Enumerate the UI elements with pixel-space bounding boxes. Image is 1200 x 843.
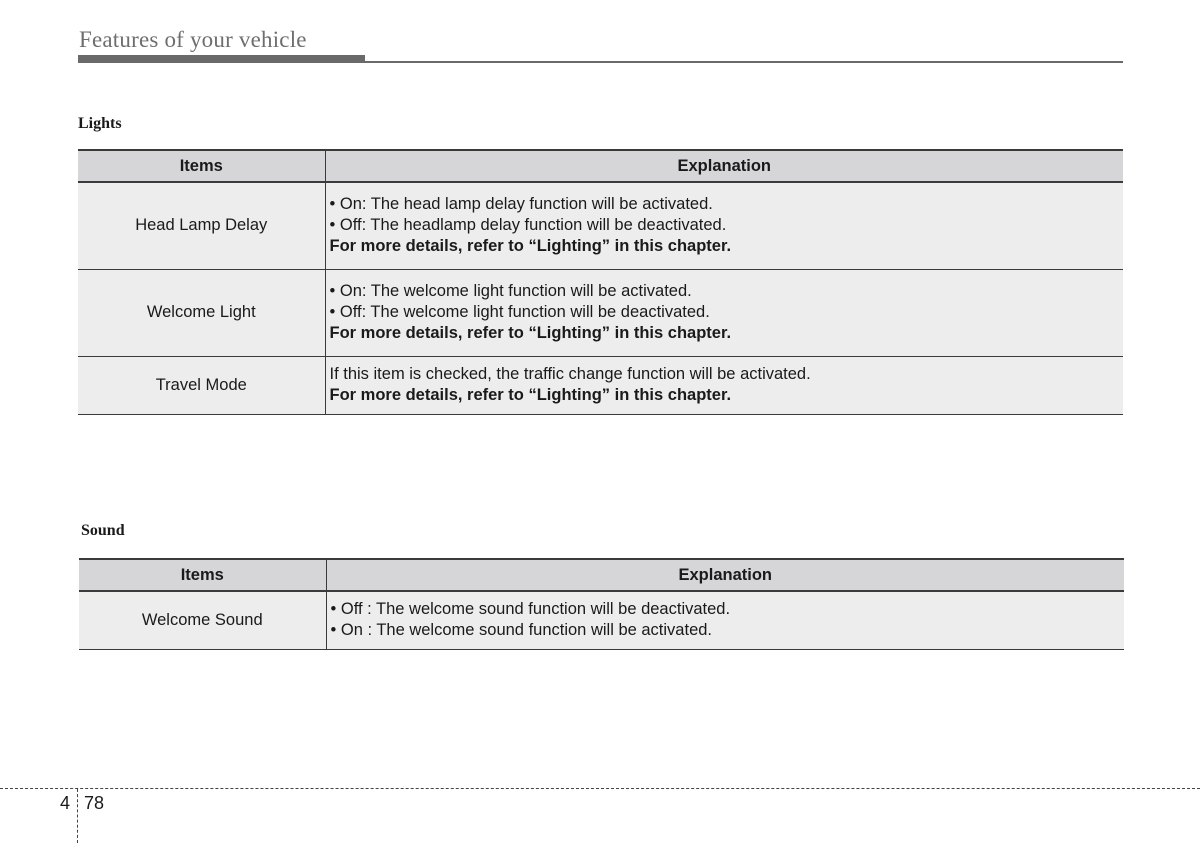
explanation-line: If this item is checked, the traffic change function will be activated. bbox=[329, 365, 811, 383]
header-rule-thick bbox=[78, 55, 365, 63]
lights-table-header bbox=[78, 150, 1123, 182]
explanation-line: • On: The head lamp delay function will be activated. bbox=[329, 195, 713, 214]
page-header-title: Features of your vehicle bbox=[79, 27, 307, 52]
sound-table bbox=[79, 558, 1124, 650]
explanation-cell bbox=[326, 591, 1124, 649]
table-row bbox=[78, 182, 1123, 269]
explanation-line: • On: The welcome light function will be activated. bbox=[329, 282, 692, 300]
page-number: 78 bbox=[84, 793, 105, 813]
explanation-line: • On : The welcome sound function will be activated. bbox=[330, 621, 713, 640]
explanation-note: For more details, refer to “Lighting” in this chapter. bbox=[329, 237, 732, 256]
sound-col-items: Items bbox=[79, 559, 326, 591]
explanation-cell bbox=[325, 269, 1123, 356]
item-travel-mode: Travel Mode bbox=[78, 356, 325, 414]
sound-table-header bbox=[79, 559, 1124, 591]
explanation-cell bbox=[325, 356, 1123, 414]
lights-heading: Lights bbox=[78, 115, 122, 132]
table-row bbox=[78, 269, 1123, 356]
lights-table bbox=[78, 149, 1123, 415]
table-row bbox=[79, 591, 1124, 649]
lights-col-explanation: Explanation bbox=[325, 150, 1123, 182]
header-rule-thin bbox=[365, 61, 1123, 63]
table-row bbox=[78, 356, 1123, 414]
chapter-number: 4 bbox=[60, 793, 71, 813]
explanation-note: For more details, refer to “Lighting” in this chapter. bbox=[329, 324, 732, 342]
explanation-line: • Off: The welcome light function will be deactivated. bbox=[329, 303, 710, 321]
explanation-line: • Off : The welcome sound function will be deactivated. bbox=[330, 600, 731, 619]
explanation-note: For more details, refer to “Lighting” in this chapter. bbox=[329, 386, 732, 404]
item-welcome-sound: Welcome Sound bbox=[79, 591, 326, 649]
item-welcome-light: Welcome Light bbox=[78, 269, 325, 356]
explanation-line: • Off: The headlamp delay function will be deactivated. bbox=[329, 216, 727, 235]
sound-heading: Sound bbox=[81, 522, 125, 539]
footer-dashed-divider bbox=[77, 789, 78, 843]
explanation-cell bbox=[325, 182, 1123, 269]
sound-col-explanation: Explanation bbox=[326, 559, 1124, 591]
footer-dashed-rule bbox=[0, 788, 1200, 789]
lights-col-items: Items bbox=[78, 150, 325, 182]
item-head-lamp-delay: Head Lamp Delay bbox=[78, 182, 325, 269]
